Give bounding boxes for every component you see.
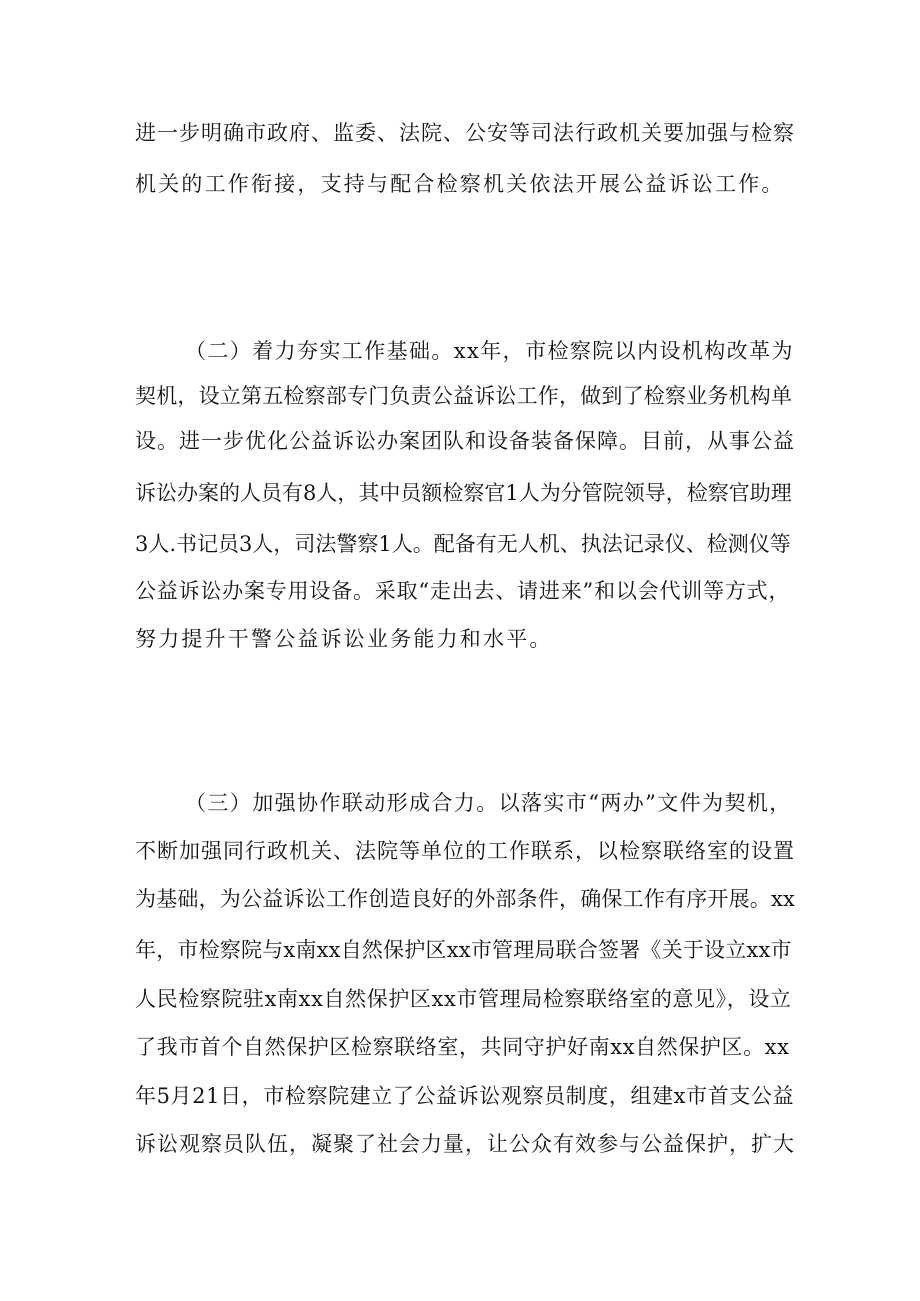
paragraph-line: 不断加强同行政机关、法院等单位的工作联系，以检察联络室的设置 xyxy=(135,839,795,863)
paragraph-line: 年，市检察院与x南xx自然保护区xx市管理局联合签署《关于设立xx市 xyxy=(135,938,792,962)
paragraph-line: 3人.书记员3人，司法警察1人。配备有无人机、执法记录仪、检测仪等 xyxy=(135,532,791,556)
paragraph-line: 为基础，为公益诉讼工作创造良好的外部条件，确保工作有序开展。xx xyxy=(135,887,796,911)
paragraph-line: （三）加强协作联动形成合力。以落实市“两办”文件为契机， xyxy=(185,791,792,815)
paragraph-line: 诉讼办案的人员有8人，其中员额检察官1人为分管院领导，检察官助理 xyxy=(135,481,792,505)
paragraph-line: 了我市首个自然保护区检察联络室，共同守护好南xx自然保护区。xx xyxy=(135,1035,790,1059)
paragraph-line: 人民检察院驻x南xx自然保护区xx市管理局检察联络室的意见》，设立 xyxy=(135,987,792,1011)
paragraph-line: 机关的工作衔接，支持与配合检察机关依法开展公益诉讼工作。 xyxy=(135,172,785,196)
paragraph-line: 进一步明确市政府、监委、法院、公安等司法行政机关要加强与检察 xyxy=(135,121,795,145)
paragraph-line: 设。进一步优化公益诉讼办案团队和设备装备保障。目前，从事公益 xyxy=(135,429,795,453)
paragraph-line: 诉讼观察员队伍，凝聚了社会力量，让公众有效参与公益保护，扩大 xyxy=(135,1132,795,1156)
paragraph-line: 努力提升干警公益诉讼业务能力和水平。 xyxy=(135,627,553,651)
paragraph-line: 契机，设立第五检察部专门负责公益诉讼工作，做到了检察业务机构单 xyxy=(135,384,793,408)
paragraph-line: （二）着力夯实工作基础。xx年，市检察院以内设机构改革为 xyxy=(185,339,794,363)
paragraph-line: 年5月21日，市检察院建立了公益诉讼观察员制度，组建x市首支公益 xyxy=(135,1084,795,1108)
paragraph-line: 公益诉讼办案专用设备。采取“走出去、请进来”和以会代训等方式， xyxy=(135,579,791,603)
